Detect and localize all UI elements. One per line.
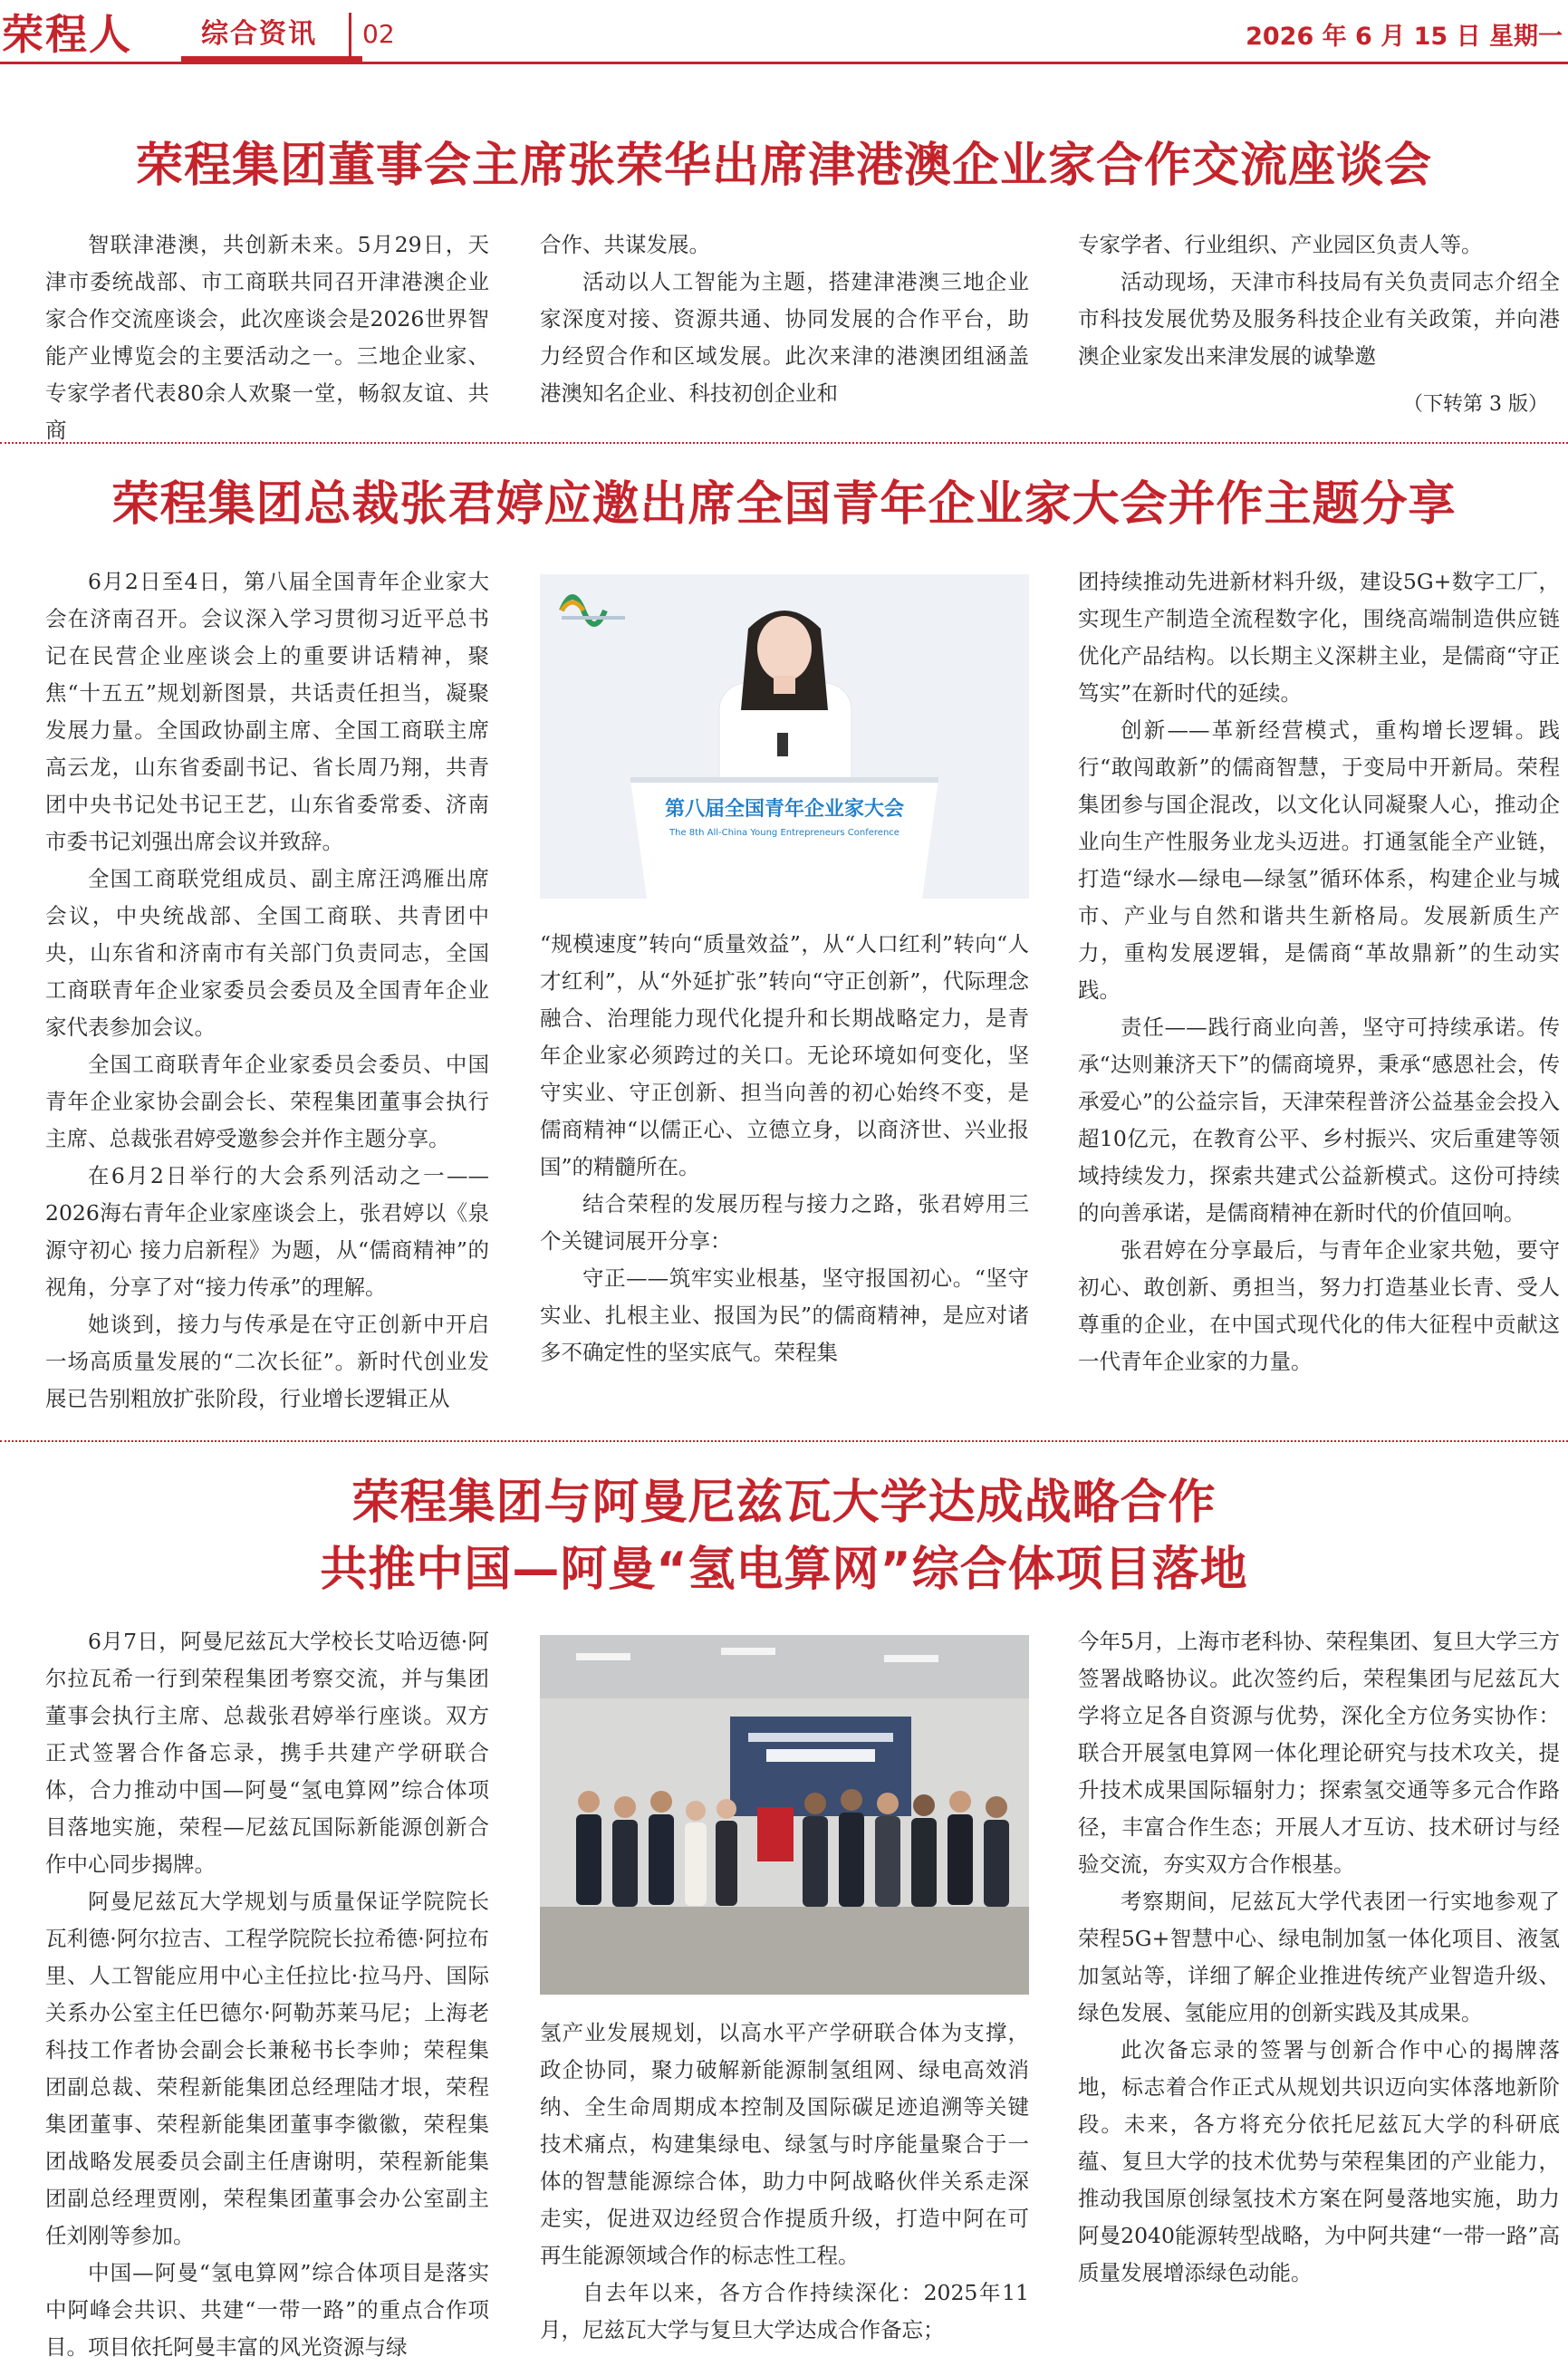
article1-column-2 xyxy=(540,226,1029,412)
page-number: 02 xyxy=(362,19,395,49)
article2-column-1 xyxy=(45,563,489,1418)
article1-paragraph: 专家学者、行业组织、产业园区负责人等。 xyxy=(1078,232,1483,257)
article1-title: 荣程集团董事会主席张荣华出席津港澳企业家合作交流座谈会 xyxy=(135,139,1432,193)
article2-paragraph: 全国工商联党组成员、副主席汪鸿雁出席会议，中央统战部、全国工商联、共青团中央，山东省和济南市有关部门负责同志，全国工商联青年企业家委员会委员及全国青年企业家代表参加会议。 xyxy=(45,866,489,1040)
article2-paragraph: “规模速度”转向“质量效益”，从“人口红利”转向“人才红利”，从“外延扩张”转向“守正创新”，代际理念融合、治理能力现代化提升和长期战略定力，是青年企业家必须跨过的关口。无论环境如何变化，坚守实业、守正创新、担当向善的初心始终不变，是儒商精神“以儒正心、立德立身，以商济世、兴业报国”的精髓所在。 xyxy=(540,931,1029,1179)
article3-column-2 xyxy=(540,2015,1029,2349)
article1-paragraph: 智联津港澳，共创新未来。5月29日，天津市委统战部、市工商联共同召开津港澳企业家合作交流座谈会，此次座谈会是2026世界智能产业博览会的主要活动之一。三地企业家、专家学者代表80余人欢聚一堂，畅叙友谊、共商 xyxy=(45,232,489,443)
continued-note: （下转第 3 版） xyxy=(1403,393,1548,416)
article1-column-1 xyxy=(45,226,489,449)
article3-paragraph: 今年5月，上海市老科协、荣程集团、复旦大学三方签署战略协议。此次签约后，荣程集团与尼兹瓦大学将立足各自资源与优势，深化全方位务实协作：联合开展氢电算网一体化理论研究与技术攻关，提升技术成果国际辐射力；探索氢交通等多元合作路径，丰富合作生态；开展人才互访、技术研讨与经验交流，夯实双方合作根基。 xyxy=(1078,1629,1560,1877)
article3-paragraph: 自去年以来，各方合作持续深化：2025年11月，尼兹瓦大学与复旦大学达成合作备忘； xyxy=(540,2280,1029,2342)
article2-paragraph: 6月2日至4日，第八届全国青年企业家大会在济南召开。会议深入学习贯彻习近平总书记在民营企业座谈会上的重要讲话精神，聚焦“十五五”规划新图景，共话责任担当，凝聚发展力量。全国政协副主席、全国工商联主席高云龙，山东省委副书记、省长周乃翔，共青团中央书记处书记王艺，山东省委常委、济南市委书记刘强出席会议并致辞。 xyxy=(45,569,489,854)
article3-title-line2: 共推中国—阿曼“氢电算网”综合体项目落地 xyxy=(320,1543,1248,1597)
article3-paragraph: 6月7日，阿曼尼兹瓦大学校长艾哈迈德·阿尔拉瓦希一行到荣程集团考察交流，并与集团董事会执行主席、总裁张君婷举行座谈。双方正式签署合作备忘录，携手共建产学研联合体，合力推动中国—阿曼“氢电算网”综合体项目落地实施，荣程—尼兹瓦国际新能源创新合作中心同步揭牌。 xyxy=(45,1629,489,1877)
article2-paragraph: 守正——筑牢实业根基，坚守报国初心。“坚守实业、扎根主业、报国为民”的儒商精神，是应对诸多不确定性的坚实底气。荣程集 xyxy=(540,1265,1029,1365)
article2-column-3 xyxy=(1078,563,1560,1380)
conference-photo xyxy=(540,574,1029,899)
article2-paragraph: 结合荣程的发展历程与接力之路，张君婷用三个关键词展开分享： xyxy=(540,1191,1029,1254)
article2-paragraph: 全国工商联青年企业家委员会委员、中国青年企业家协会副会长、荣程集团董事会执行主席、总裁张君婷受邀参会并作主题分享。 xyxy=(45,1052,489,1151)
section-name: 综合资讯 xyxy=(201,18,317,50)
masthead-divider xyxy=(349,13,351,58)
article3-paragraph: 此次备忘录的签署与创新合作中心的揭牌落地，标志着合作正式从规划共识迈向实体落地新阶段。未来，各方将充分依托尼兹瓦大学的科研底蕴、复旦大学的技术优势与荣程集团的产业能力，推动我国原创绿氢技术方案在阿曼落地实施，助力阿曼2040能源转型战略，为中阿共建“一带一路”高质量发展增添绿色动能。 xyxy=(1078,2037,1560,2285)
article3-paragraph: 考察期间，尼兹瓦大学代表团一行实地参观了荣程5G+智慧中心、绿电制加氢一体化项目、液氢加氢站等，详细了解企业推进传统产业智造升级、绿色发展、氢能应用的创新实践及其成果。 xyxy=(1078,1889,1560,2025)
article3-column-3 xyxy=(1078,1623,1560,2292)
article2-paragraph: 她谈到，接力与传承是在守正创新中开启一场高质量发展的“二次长征”。新时代创业发展已告别粗放扩张阶段，行业增长逻辑正从 xyxy=(45,1312,489,1411)
article2-paragraph: 在6月2日举行的大会系列活动之一——2026海右青年企业家座谈会上，张君婷以《泉源守初心 接力启新程》为题，从“儒商精神”的视角，分享了对“接力传承”的理解。 xyxy=(45,1163,489,1300)
article3-paragraph: 阿曼尼兹瓦大学规划与质量保证学院院长瓦利德·阿尔拉吉、工程学院院长拉希德·阿拉布里、人工智能应用中心主任拉比·拉马丹、国际关系办公室主任巴德尔·阿勒苏莱马尼；上海老科技工作者协会副会长兼秘书长李帅；荣程集团副总裁、荣程新能集团总经理陆才垠，荣程集团董事、荣程新能集团董事李徽徽，荣程集团战略发展委员会副主任唐谢明，荣程新能集团副总经理贾刚，荣程集团董事会办公室副主任刘刚等参加。 xyxy=(45,1889,489,2248)
article3-column-1 xyxy=(45,1623,489,2366)
article3-paragraph: 氢产业发展规划，以高水平产学研联合体为支撑，政企协同，聚力破解新能源制氢组网、绿电高效消纳、全生命周期成本控制及国际碳足迹追溯等关键技术痛点，构建集绿电、绿氢与时序能量聚合于一体的智慧能源综合体，助力中阿战略伙伴关系走深走实，促进双边经贸合作提质升级，打造中阿在可再生能源领域合作的标志性工程。 xyxy=(540,2020,1029,2268)
masthead-logo: 荣程人 xyxy=(2,10,132,59)
article2-paragraph: 团持续推动先进新材料升级，建设5G+数字工厂，实现生产制造全流程数字化，围绕高端制造供应链优化产品结构。以长期主义深耕主业，是儒商“守正笃实”在新时代的延续。 xyxy=(1078,569,1560,706)
article2-column-2 xyxy=(540,926,1029,1371)
article2-title: 荣程集团总裁张君婷应邀出席全国青年企业家大会并作主题分享 xyxy=(111,477,1457,532)
article2-paragraph: 创新——革新经营模式，重构增长逻辑。践行“敢闯敢新”的儒商智慧，于变局中开新局。荣程集团参与国企混改，以文化认同凝聚人心，推动企业向生产性服务业龙头迈进。打通氢能全产业链，打造“绿水—绿电—绿氢”循环体系，构建企业与城市、产业与自然和谐共生新格局。发展新质生产力，重构发展逻辑，是儒商“革故鼎新”的生动实践。 xyxy=(1078,717,1560,1003)
group-photo xyxy=(540,1635,1029,1995)
article1-paragraph: 合作、共谋发展。 xyxy=(540,232,710,257)
article1-paragraph: 活动以人工智能为主题，搭建津港澳三地企业家深度对接、资源共通、协同发展的合作平台，助力经贸合作和区域发展。此次来津的港澳团组涵盖港澳知名企业、科技初创企业和 xyxy=(540,269,1029,406)
masthead-rule xyxy=(0,62,1568,64)
section-divider xyxy=(0,442,1568,444)
article1-column-3 xyxy=(1078,226,1560,375)
article3-paragraph: 中国—阿曼“氢电算网”综合体项目是落实中阿峰会共识、共建“一带一路”的重点合作项目。项目依托阿曼丰富的风光资源与绿 xyxy=(45,2260,489,2360)
banner-title: 第八届全国青年企业家大会 xyxy=(664,798,905,821)
article2-paragraph: 责任——践行商业向善，坚守可持续承诺。传承“达则兼济天下”的儒商境界，秉承“感恩社会，传承爱心”的公益宗旨，天津荣程普济公益基金会投入超10亿元，在教育公平、乡村振兴、灾后重建等领域持续发力，探索共建式公益新模式。这份可持续的向善承诺，是儒商精神在新时代的价值回响。 xyxy=(1078,1015,1560,1226)
article2-paragraph: 张君婷在分享最后，与青年企业家共勉，要守初心、敢创新、勇担当，努力打造基业长青、受人尊重的企业，在中国式现代化的伟大征程中贡献这一代青年企业家的力量。 xyxy=(1078,1237,1560,1374)
article3-title-line1: 荣程集团与阿曼尼兹瓦大学达成战略合作 xyxy=(351,1476,1217,1530)
conference-photo-graphic xyxy=(540,574,1029,899)
group-photo-graphic xyxy=(540,1635,1029,1995)
issue-date: 2026 年 6 月 15 日 星期一 xyxy=(1246,23,1563,51)
masthead xyxy=(0,0,1568,71)
section-divider xyxy=(0,1440,1568,1442)
banner-subtitle: The 8th All-China Young Entrepreneurs Conference xyxy=(669,828,899,838)
unveiling-cloth xyxy=(757,1807,794,1861)
article1-paragraph: 活动现场，天津市科技局有关负责同志介绍全市科技发展优势及服务科技企业有关政策，并向港澳企业家发出来津发展的诚挚邀 xyxy=(1078,269,1560,369)
